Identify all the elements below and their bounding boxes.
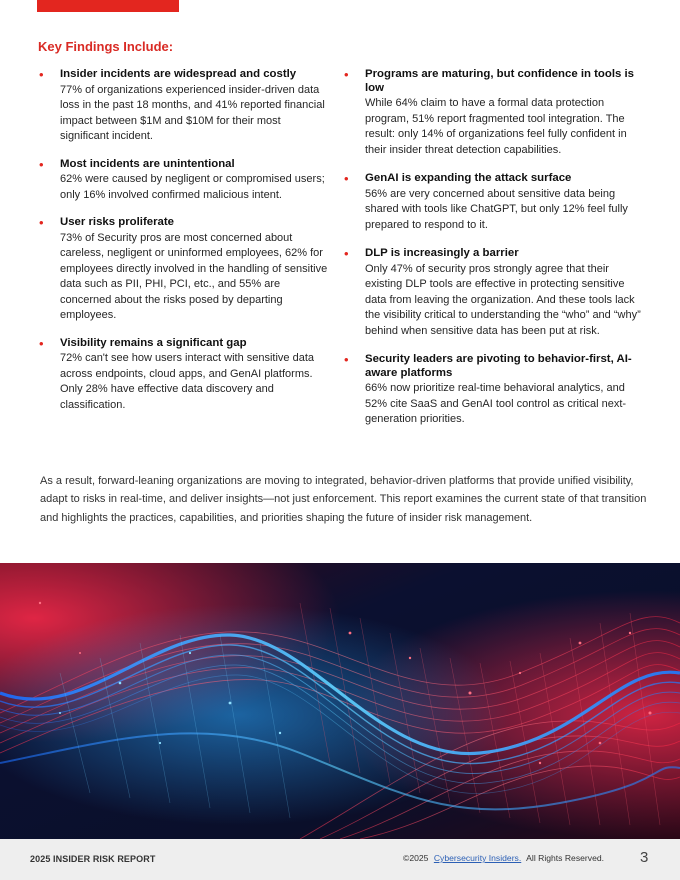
bullet-icon: • [39, 215, 44, 230]
bullet-icon: • [39, 156, 44, 172]
finding-title: User risks proliferate [60, 216, 174, 228]
finding-body: 66% now prioritize real-time behavioral analytics, and 52% cite SaaS and GenAI tool control as critical next-generation priorities. [365, 382, 627, 425]
finding-title: Security leaders are pivoting to behavior-first, AI-aware platforms [365, 353, 632, 379]
page-footer [0, 839, 680, 880]
top-accent-bar [37, 0, 179, 12]
finding-body: 73% of Security pros are most concerned about careless, negligent or uninformed employees, 62% for employees directly involved in the handling of sensitive data such as PII, PHI, PCI, etc., and 55% are concerned about the risks posed by departing employees. [60, 231, 328, 321]
finding-title: GenAI is expanding the attack surface [365, 172, 572, 184]
bullet-icon: • [39, 67, 44, 82]
finding-title: DLP is increasingly a barrier [365, 247, 519, 259]
finding-body: 62% were caused by negligent or compromised users; only 16% involved confirmed malicious intent. [60, 173, 325, 201]
bullet-icon: • [344, 352, 349, 367]
finding-item [343, 172, 643, 233]
finding-item [38, 337, 328, 414]
finding-item [38, 68, 328, 145]
finding-item [343, 353, 643, 428]
finding-body: 77% of organizations experienced insider-driven data loss in the past 18 months, and 41% reported financial impact between $1M and $10M for their most significant incident. [60, 83, 325, 142]
bullet-icon: • [344, 67, 349, 82]
finding-title: Programs are maturing, but confidence in tools is low [365, 68, 634, 94]
rights-reserved-text: All Rights Reserved. [526, 853, 605, 863]
summary-paragraph: As a result, forward-leaning organizations are moving to integrated, behavior-driven platforms that provide unified visibility, adapt to risks in real-time, and deliver insights—not just enforcement. This report examines the current state of that transition and highlights the practices, capabilities, and priorities shaping the future of insider risk management. [40, 475, 647, 524]
finding-body: While 64% claim to have a formal data protection program, 51% report fragmented tool integration. The result: only 14% of organizations feel fully confident in their insider threat detection capabilities. [365, 97, 627, 156]
footer-copyright [403, 853, 604, 863]
findings-column-left [38, 68, 328, 426]
finding-item [343, 247, 643, 339]
wave-illustration [0, 563, 680, 839]
cybersecurity-insiders-link[interactable]: Cybersecurity Insiders. [433, 853, 522, 863]
bullet-icon: • [39, 335, 44, 351]
finding-title: Most incidents are unintentional [60, 157, 235, 170]
page-number: 3 [640, 849, 649, 866]
finding-body: 72% can't see how users interact with sensitive data across endpoints, cloud apps, and GenAI platforms. Only 28% have effective data discovery and classification. [60, 352, 315, 411]
findings-column-right [343, 68, 643, 442]
finding-item [343, 68, 643, 158]
abstract-wave-banner-image [0, 563, 680, 839]
finding-body: 56% are very concerned about sensitive data being shared with tools like ChatGPT, but only 12% feel fully prepared to respond to it. [365, 187, 628, 231]
bullet-icon: • [344, 171, 349, 186]
bullet-icon: • [344, 246, 349, 261]
footer-report-title: 2025 INSIDER RISK REPORT [30, 854, 156, 864]
finding-body: Only 47% of security pros strongly agree that their existing DLP tools are effective in protecting sensitive data from leaving the organization. And these tools lack the visibility critical to understanding the “who” and “why” behind when sensitive data has been put at risk. [365, 262, 641, 337]
copyright-year: ©2025 [403, 853, 429, 863]
finding-title: Insider incidents are widespread and costly [60, 68, 297, 80]
key-findings-heading: Key Findings Include: [38, 39, 174, 54]
finding-item [38, 158, 328, 204]
finding-item [38, 216, 328, 324]
finding-title: Visibility remains a significant gap [60, 336, 247, 349]
